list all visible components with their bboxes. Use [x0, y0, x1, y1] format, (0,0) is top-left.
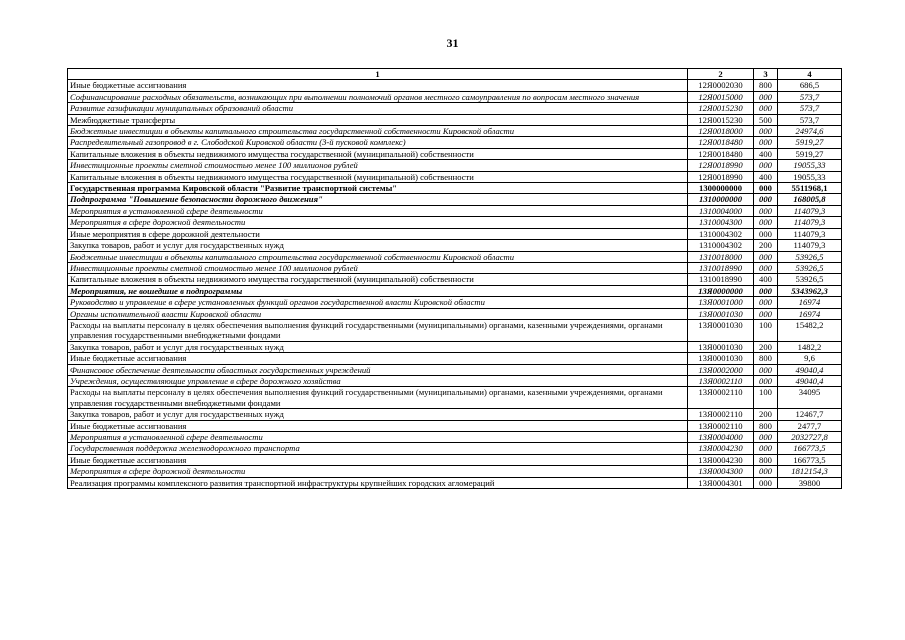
row-sum: 2477,7 — [778, 420, 842, 431]
table-row — [68, 103, 842, 114]
row-type: 000 — [754, 375, 778, 386]
row-name: Бюджетные инвестиции в объекты капитального строительства государственной собственности Кировской области — [68, 126, 688, 137]
row-sum: 114079,3 — [778, 228, 842, 239]
table-row — [68, 262, 842, 273]
table-row — [68, 171, 842, 182]
row-type: 000 — [754, 285, 778, 296]
row-sum: 53926,5 — [778, 251, 842, 262]
row-name: Мероприятия в сфере дорожной деятельности — [68, 466, 688, 477]
row-type: 000 — [754, 137, 778, 148]
row-name: Закупка товаров, работ и услуг для государственных нужд — [68, 409, 688, 420]
table-row — [68, 91, 842, 102]
row-sum: 2032727,8 — [778, 432, 842, 443]
row-type: 000 — [754, 217, 778, 228]
row-code: 12Я0015000 — [688, 91, 754, 102]
table-row — [68, 240, 842, 251]
row-name: Реализация программы комплексного развития транспортной инфраструктуры крупнейших городских агломераций — [68, 477, 688, 488]
table-row — [68, 375, 842, 386]
row-type: 200 — [754, 409, 778, 420]
row-code: 13Я0002000 — [688, 364, 754, 375]
row-code: 1310004302 — [688, 228, 754, 239]
header-col-type: 3 — [754, 69, 778, 80]
row-name: Иные бюджетные ассигнования — [68, 420, 688, 431]
row-type: 200 — [754, 341, 778, 352]
row-sum: 39800 — [778, 477, 842, 488]
row-sum: 114079,3 — [778, 240, 842, 251]
row-code: 13Я0001030 — [688, 308, 754, 319]
header-col-name: 1 — [68, 69, 688, 80]
table-row — [68, 443, 842, 454]
table-row — [68, 353, 842, 364]
row-sum: 16974 — [778, 297, 842, 308]
table-row — [68, 364, 842, 375]
row-type: 400 — [754, 171, 778, 182]
row-code: 13Я0001000 — [688, 297, 754, 308]
row-sum: 34095 — [778, 387, 842, 409]
row-sum: 19055,33 — [778, 160, 842, 171]
row-type: 000 — [754, 228, 778, 239]
row-name: Межбюджетные трансферты — [68, 114, 688, 125]
table-row — [68, 126, 842, 137]
row-type: 000 — [754, 251, 778, 262]
row-sum: 166773,5 — [778, 443, 842, 454]
row-sum: 573,7 — [778, 91, 842, 102]
row-name: Развитие газификации муниципальных образований области — [68, 103, 688, 114]
row-code: 1310018990 — [688, 274, 754, 285]
row-name: Софинансирование расходных обязательств, возникающих при выполнении полномочий органов местного самоуправления по вопросам местного значения — [68, 91, 688, 102]
row-type: 000 — [754, 160, 778, 171]
row-name: Органы исполнительной власти Кировской области — [68, 308, 688, 319]
row-code: 12Я0018000 — [688, 126, 754, 137]
row-name: Бюджетные инвестиции в объекты капитального строительства государственной собственности Кировской области — [68, 251, 688, 262]
row-code: 1310004000 — [688, 205, 754, 216]
row-sum: 53926,5 — [778, 274, 842, 285]
table-row — [68, 148, 842, 159]
row-type: 100 — [754, 319, 778, 341]
row-type: 800 — [754, 353, 778, 364]
row-code: 12Я0015230 — [688, 114, 754, 125]
row-code: 1310004300 — [688, 217, 754, 228]
table-row — [68, 285, 842, 296]
table-row — [68, 228, 842, 239]
table-row — [68, 80, 842, 91]
row-code: 12Я0018480 — [688, 148, 754, 159]
row-sum: 16974 — [778, 308, 842, 319]
row-sum: 166773,5 — [778, 454, 842, 465]
row-type: 200 — [754, 240, 778, 251]
row-sum: 15482,2 — [778, 319, 842, 341]
row-sum: 12467,7 — [778, 409, 842, 420]
row-type: 800 — [754, 420, 778, 431]
row-sum: 9,6 — [778, 353, 842, 364]
table-row — [68, 341, 842, 352]
row-sum: 19055,33 — [778, 171, 842, 182]
table-row — [68, 137, 842, 148]
row-type: 000 — [754, 126, 778, 137]
table-row — [68, 114, 842, 125]
row-code: 13Я0001030 — [688, 319, 754, 341]
row-name: Учреждения, осуществляющие управление в сфере дорожного хозяйства — [68, 375, 688, 386]
row-type: 000 — [754, 91, 778, 102]
page-number: 31 — [446, 36, 459, 50]
row-type: 000 — [754, 432, 778, 443]
row-name: Расходы на выплаты персоналу в целях обеспечения выполнения функций государственными (муниципальными) органами, казенными учреждениями, органами управления государственными внебюджетными фондами — [68, 387, 688, 409]
row-code: 13Я0004301 — [688, 477, 754, 488]
row-sum: 168005,8 — [778, 194, 842, 205]
table-row — [68, 274, 842, 285]
row-type: 000 — [754, 364, 778, 375]
header-col-sum: 4 — [778, 69, 842, 80]
row-name: Капитальные вложения в объекты недвижимого имущества государственной (муниципальной) собственности — [68, 171, 688, 182]
row-code: 13Я0002110 — [688, 387, 754, 409]
row-name: Капитальные вложения в объекты недвижимого имущества государственной (муниципальной) собственности — [68, 274, 688, 285]
table-row — [68, 432, 842, 443]
row-name: Государственная программа Кировской области "Развитие транспортной системы" — [68, 183, 688, 194]
row-type: 000 — [754, 262, 778, 273]
row-code: 13Я0001030 — [688, 341, 754, 352]
row-type: 000 — [754, 103, 778, 114]
row-code: 13Я0004300 — [688, 466, 754, 477]
table-row — [68, 297, 842, 308]
row-code: 13Я0002110 — [688, 420, 754, 431]
row-sum: 1482,2 — [778, 341, 842, 352]
row-type: 800 — [754, 80, 778, 91]
budget-table — [67, 68, 842, 489]
table-row — [68, 251, 842, 262]
row-name: Мероприятия в установленной сфере деятельности — [68, 432, 688, 443]
row-name: Закупка товаров, работ и услуг для государственных нужд — [68, 240, 688, 251]
row-type: 000 — [754, 205, 778, 216]
row-type: 000 — [754, 308, 778, 319]
table-row — [68, 160, 842, 171]
table-row — [68, 466, 842, 477]
row-type: 400 — [754, 148, 778, 159]
row-name: Иные бюджетные ассигнования — [68, 353, 688, 364]
row-sum: 114079,3 — [778, 217, 842, 228]
row-name: Мероприятия в сфере дорожной деятельности — [68, 217, 688, 228]
table-row — [68, 420, 842, 431]
row-name: Государственная поддержка железнодорожного транспорта — [68, 443, 688, 454]
row-type: 100 — [754, 387, 778, 409]
row-code: 13Я0002110 — [688, 375, 754, 386]
row-code: 1310004302 — [688, 240, 754, 251]
row-name: Расходы на выплаты персоналу в целях обеспечения выполнения функций государственными (муниципальными) органами, казенными учреждениями, органами управления государственными внебюджетными фондами — [68, 319, 688, 341]
table-row — [68, 205, 842, 216]
row-sum: 53926,5 — [778, 262, 842, 273]
row-sum: 573,7 — [778, 114, 842, 125]
row-type: 000 — [754, 194, 778, 205]
row-code: 1310000000 — [688, 194, 754, 205]
row-name: Иные бюджетные ассигнования — [68, 454, 688, 465]
header-col-code: 2 — [688, 69, 754, 80]
row-sum: 5343962,3 — [778, 285, 842, 296]
row-sum: 573,7 — [778, 103, 842, 114]
row-name: Иные мероприятия в сфере дорожной деятельности — [68, 228, 688, 239]
row-name: Инвестиционные проекты сметной стоимостью менее 100 миллионов рублей — [68, 262, 688, 273]
row-sum: 686,5 — [778, 80, 842, 91]
row-name: Капитальные вложения в объекты недвижимого имущества государственной (муниципальной) собственности — [68, 148, 688, 159]
table-row — [68, 454, 842, 465]
row-name: Распределительный газопровод в г. Слободской Кировской области (3-й пусковой комплекс) — [68, 137, 688, 148]
row-name: Подпрограмма "Повышение безопасности дорожного движения" — [68, 194, 688, 205]
row-sum: 5511968,1 — [778, 183, 842, 194]
row-code: 12Я0018990 — [688, 160, 754, 171]
row-type: 800 — [754, 454, 778, 465]
row-name: Иные бюджетные ассигнования — [68, 80, 688, 91]
row-sum: 114079,3 — [778, 205, 842, 216]
table-header-row — [68, 69, 842, 80]
table-row — [68, 319, 842, 341]
row-name: Финансовое обеспечение деятельности областных государственных учреждений — [68, 364, 688, 375]
table-row — [68, 194, 842, 205]
row-name: Инвестиционные проекты сметной стоимостью менее 100 миллионов рублей — [68, 160, 688, 171]
row-sum: 49040,4 — [778, 364, 842, 375]
table-row — [68, 183, 842, 194]
row-sum: 5919,27 — [778, 148, 842, 159]
row-code: 13Я0001030 — [688, 353, 754, 364]
row-code: 1310018990 — [688, 262, 754, 273]
row-code: 12Я0018990 — [688, 171, 754, 182]
table-row — [68, 217, 842, 228]
row-type: 000 — [754, 466, 778, 477]
table-row — [68, 308, 842, 319]
row-code: 1310018000 — [688, 251, 754, 262]
table-row — [68, 409, 842, 420]
row-code: 12Я0015230 — [688, 103, 754, 114]
row-type: 000 — [754, 183, 778, 194]
row-code: 13Я0002110 — [688, 409, 754, 420]
row-sum: 49040,4 — [778, 375, 842, 386]
row-type: 400 — [754, 274, 778, 285]
row-code: 13Я0004000 — [688, 432, 754, 443]
row-code: 12Я0002030 — [688, 80, 754, 91]
row-type: 000 — [754, 297, 778, 308]
table-row — [68, 387, 842, 409]
row-name: Руководство и управление в сфере установленных функций органов государственной власти Кировской области — [68, 297, 688, 308]
row-code: 13Я0004230 — [688, 454, 754, 465]
row-name: Мероприятия, не вошедшие в подпрограммы — [68, 285, 688, 296]
row-code: 13Я0004230 — [688, 443, 754, 454]
row-code: 13Я0000000 — [688, 285, 754, 296]
row-type: 000 — [754, 443, 778, 454]
row-type: 500 — [754, 114, 778, 125]
row-code: 1300000000 — [688, 183, 754, 194]
row-code: 12Я0018480 — [688, 137, 754, 148]
row-type: 000 — [754, 477, 778, 488]
row-name: Мероприятия в установленной сфере деятельности — [68, 205, 688, 216]
table-row — [68, 477, 842, 488]
row-sum: 24974,6 — [778, 126, 842, 137]
row-sum: 1812154,3 — [778, 466, 842, 477]
row-sum: 5919,27 — [778, 137, 842, 148]
row-name: Закупка товаров, работ и услуг для государственных нужд — [68, 341, 688, 352]
